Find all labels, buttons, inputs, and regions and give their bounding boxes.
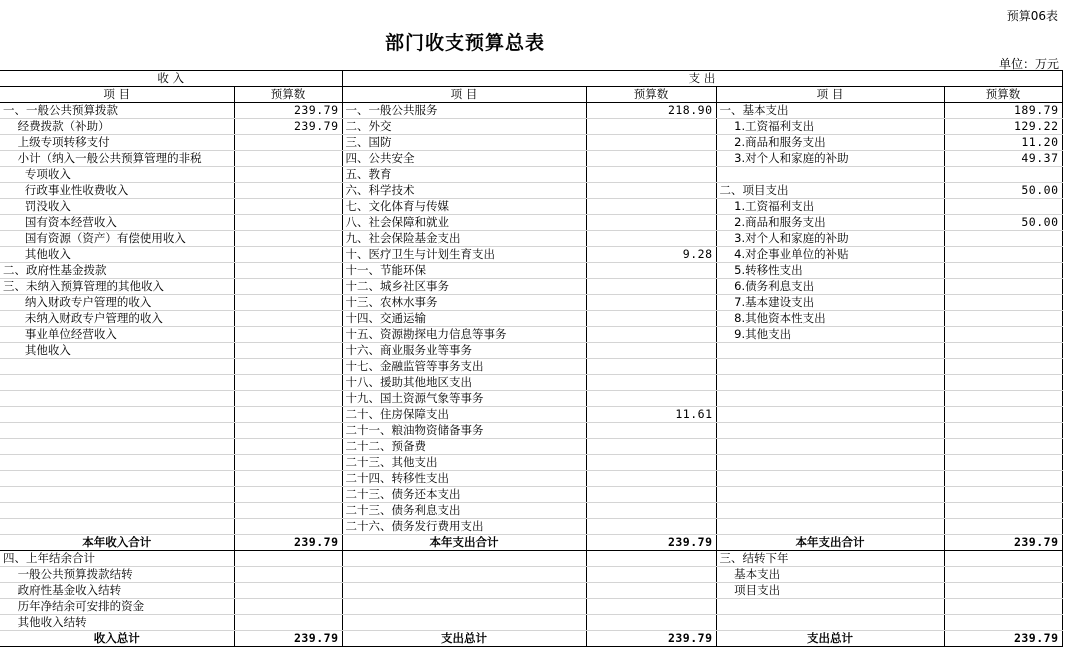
income-amount-cell <box>234 407 342 423</box>
income-budget-header: 预算数 <box>234 87 342 103</box>
income-section-header: 收 入 <box>0 71 342 87</box>
economic-amount-cell <box>944 343 1062 359</box>
function-item-cell: 六、科学技术 <box>342 183 586 199</box>
income-item-cell: 四、上年结余合计 <box>0 551 234 567</box>
annual-total-row <box>0 535 1062 551</box>
function-item-cell: 十一、节能环保 <box>342 263 586 279</box>
function-item-cell: 二十一、粮油物资储备事务 <box>342 423 586 439</box>
function-item-cell: 十七、金融监管等事务支出 <box>342 359 586 375</box>
income-amount-cell <box>234 151 342 167</box>
economic-amount-cell <box>944 487 1062 503</box>
income-amount-cell <box>234 519 342 535</box>
table-row <box>0 551 1062 567</box>
income-amount-cell <box>234 503 342 519</box>
income-amount-cell <box>234 311 342 327</box>
table-row <box>0 615 1062 631</box>
income-amount-cell: 239.79 <box>234 631 342 647</box>
function-item-cell: 二十、住房保障支出 <box>342 407 586 423</box>
function-item-cell: 二、外交 <box>342 119 586 135</box>
table-row <box>0 295 1062 311</box>
income-item-cell <box>0 407 234 423</box>
table-row <box>0 151 1062 167</box>
economic-item-cell <box>716 359 944 375</box>
income-amount-cell: 239.79 <box>234 119 342 135</box>
economic-amount-cell <box>944 263 1062 279</box>
income-item-cell: 历年净结余可安排的资金 <box>0 599 234 615</box>
income-amount-cell <box>234 183 342 199</box>
function-budget-header: 预算数 <box>586 87 716 103</box>
function-amount-cell <box>586 615 716 631</box>
table-row <box>0 135 1062 151</box>
function-item-cell: 二十三、债务还本支出 <box>342 487 586 503</box>
economic-item-cell <box>716 439 944 455</box>
function-item-cell: 十、医疗卫生与计划生育支出 <box>342 247 586 263</box>
income-item-cell: 三、未纳入预算管理的其他收入 <box>0 279 234 295</box>
function-item-cell <box>342 583 586 599</box>
function-amount-cell <box>586 359 716 375</box>
economic-item-cell: 基本支出 <box>716 567 944 583</box>
income-amount-cell <box>234 279 342 295</box>
economic-amount-cell <box>944 295 1062 311</box>
income-amount-cell <box>234 247 342 263</box>
income-amount-cell <box>234 567 342 583</box>
function-amount-cell <box>586 263 716 279</box>
income-amount-cell <box>234 167 342 183</box>
table-row <box>0 215 1062 231</box>
function-item-cell: 九、社会保险基金支出 <box>342 231 586 247</box>
form-code: 预算06表 <box>1006 9 1058 23</box>
function-amount-cell: 239.79 <box>586 631 716 647</box>
economic-item-cell: 1.工资福利支出 <box>716 119 944 135</box>
income-item-cell: 行政事业性收费收入 <box>0 183 234 199</box>
function-item-cell: 十九、国土资源气象等事务 <box>342 391 586 407</box>
economic-item-cell: 6.债务利息支出 <box>716 279 944 295</box>
function-amount-cell: 218.90 <box>586 103 716 119</box>
economic-item-cell: 1.工资福利支出 <box>716 199 944 215</box>
function-amount-cell <box>586 167 716 183</box>
economic-item-cell: 7.基本建设支出 <box>716 295 944 311</box>
table-row <box>0 231 1062 247</box>
economic-item-cell: 9.其他支出 <box>716 327 944 343</box>
income-amount-cell <box>234 615 342 631</box>
income-item-cell <box>0 503 234 519</box>
function-item-cell: 二十二、预备费 <box>342 439 586 455</box>
function-item-cell: 二十六、债务发行费用支出 <box>342 519 586 535</box>
function-item-cell: 八、社会保障和就业 <box>342 215 586 231</box>
economic-item-cell: 本年支出合计 <box>716 535 944 551</box>
table-row <box>0 103 1062 119</box>
economic-amount-cell: 239.79 <box>944 631 1062 647</box>
income-amount-cell <box>234 423 342 439</box>
economic-amount-cell <box>944 567 1062 583</box>
income-item-cell <box>0 471 234 487</box>
table-row <box>0 391 1062 407</box>
economic-amount-cell: 129.22 <box>944 119 1062 135</box>
function-amount-cell <box>586 327 716 343</box>
function-amount-cell <box>586 519 716 535</box>
income-item-cell: 其他收入 <box>0 247 234 263</box>
economic-amount-cell <box>944 471 1062 487</box>
economic-amount-cell <box>944 407 1062 423</box>
table-row <box>0 423 1062 439</box>
income-amount-cell <box>234 343 342 359</box>
economic-item-cell <box>716 599 944 615</box>
economic-item-cell: 二、项目支出 <box>716 183 944 199</box>
economic-item-cell: 2.商品和服务支出 <box>716 215 944 231</box>
function-item-cell: 十八、援助其他地区支出 <box>342 375 586 391</box>
economic-amount-cell <box>944 439 1062 455</box>
economic-amount-cell <box>944 327 1062 343</box>
economic-item-header: 项 目 <box>716 87 944 103</box>
income-amount-cell <box>234 199 342 215</box>
income-amount-cell <box>234 471 342 487</box>
table-row <box>0 183 1062 199</box>
economic-item-cell <box>716 519 944 535</box>
income-amount-cell <box>234 375 342 391</box>
economic-amount-cell: 50.00 <box>944 215 1062 231</box>
function-item-cell: 一、一般公共服务 <box>342 103 586 119</box>
table-row <box>0 439 1062 455</box>
function-item-cell: 支出总计 <box>342 631 586 647</box>
table-row <box>0 199 1062 215</box>
table-row <box>0 375 1062 391</box>
economic-item-cell <box>716 455 944 471</box>
income-item-cell: 政府性基金收入结转 <box>0 583 234 599</box>
income-item-cell: 小计（纳入一般公共预算管理的非税 <box>0 151 234 167</box>
table-row <box>0 247 1062 263</box>
function-item-cell <box>342 551 586 567</box>
function-amount-cell <box>586 583 716 599</box>
function-amount-cell <box>586 375 716 391</box>
function-amount-cell <box>586 295 716 311</box>
economic-item-cell <box>716 391 944 407</box>
income-item-cell: 国有资源（资产）有偿使用收入 <box>0 231 234 247</box>
economic-amount-cell: 11.20 <box>944 135 1062 151</box>
function-amount-cell <box>586 487 716 503</box>
expense-section-header: 支 出 <box>342 71 1062 87</box>
function-item-cell: 二十四、转移性支出 <box>342 471 586 487</box>
income-item-cell: 二、政府性基金拨款 <box>0 263 234 279</box>
income-item-cell <box>0 519 234 535</box>
function-amount-cell <box>586 199 716 215</box>
economic-amount-cell <box>944 375 1062 391</box>
grand-total-row <box>0 631 1062 647</box>
function-item-cell: 三、国防 <box>342 135 586 151</box>
function-amount-cell <box>586 391 716 407</box>
function-amount-cell <box>586 455 716 471</box>
economic-item-cell: 5.转移性支出 <box>716 263 944 279</box>
income-item-cell: 纳入财政专户管理的收入 <box>0 295 234 311</box>
income-item-cell: 上级专项转移支付 <box>0 135 234 151</box>
economic-item-cell: 三、结转下年 <box>716 551 944 567</box>
income-item-cell <box>0 487 234 503</box>
economic-item-cell <box>716 615 944 631</box>
table-row <box>0 471 1062 487</box>
table-row <box>0 583 1062 599</box>
economic-amount-cell <box>944 247 1062 263</box>
function-item-cell <box>342 615 586 631</box>
function-item-header: 项 目 <box>342 87 586 103</box>
function-item-cell: 十五、资源勘探电力信息等事务 <box>342 327 586 343</box>
budget-summary-table <box>0 70 1063 647</box>
table-row <box>0 519 1062 535</box>
function-amount-cell <box>586 215 716 231</box>
table-row <box>0 119 1062 135</box>
function-amount-cell: 9.28 <box>586 247 716 263</box>
economic-item-cell: 一、基本支出 <box>716 103 944 119</box>
economic-amount-cell <box>944 551 1062 567</box>
function-amount-cell <box>586 151 716 167</box>
table-row <box>0 311 1062 327</box>
income-item-cell: 未纳入财政专户管理的收入 <box>0 311 234 327</box>
income-item-cell <box>0 423 234 439</box>
economic-item-cell <box>716 167 944 183</box>
economic-amount-cell <box>944 279 1062 295</box>
function-amount-cell <box>586 551 716 567</box>
economic-item-cell <box>716 407 944 423</box>
function-item-cell: 四、公共安全 <box>342 151 586 167</box>
function-item-cell: 二十三、债务利息支出 <box>342 503 586 519</box>
function-item-cell: 十四、交通运输 <box>342 311 586 327</box>
income-amount-cell <box>234 487 342 503</box>
table-row <box>0 167 1062 183</box>
function-item-cell <box>342 567 586 583</box>
function-amount-cell <box>586 231 716 247</box>
economic-amount-cell <box>944 599 1062 615</box>
function-item-cell: 七、文化体育与传媒 <box>342 199 586 215</box>
income-amount-cell: 239.79 <box>234 535 342 551</box>
income-amount-cell <box>234 359 342 375</box>
table-row <box>0 279 1062 295</box>
income-item-cell: 本年收入合计 <box>0 535 234 551</box>
income-item-header: 项 目 <box>0 87 234 103</box>
economic-item-cell: 支出总计 <box>716 631 944 647</box>
income-item-cell <box>0 375 234 391</box>
economic-item-cell <box>716 503 944 519</box>
income-item-cell: 其他收入 <box>0 343 234 359</box>
economic-item-cell <box>716 343 944 359</box>
economic-budget-header: 预算数 <box>944 87 1062 103</box>
economic-item-cell: 项目支出 <box>716 583 944 599</box>
table-row <box>0 503 1062 519</box>
economic-item-cell <box>716 375 944 391</box>
income-item-cell: 事业单位经营收入 <box>0 327 234 343</box>
income-item-cell: 经费拨款（补助） <box>0 119 234 135</box>
income-amount-cell <box>234 599 342 615</box>
function-amount-cell <box>586 343 716 359</box>
economic-amount-cell: 189.79 <box>944 103 1062 119</box>
function-amount-cell <box>586 567 716 583</box>
income-amount-cell <box>234 327 342 343</box>
function-amount-cell <box>586 471 716 487</box>
income-item-cell: 罚没收入 <box>0 199 234 215</box>
function-amount-cell <box>586 311 716 327</box>
function-amount-cell <box>586 119 716 135</box>
table-row <box>0 263 1062 279</box>
economic-amount-cell <box>944 519 1062 535</box>
income-item-cell: 收入总计 <box>0 631 234 647</box>
income-amount-cell <box>234 455 342 471</box>
table-row <box>0 487 1062 503</box>
economic-amount-cell <box>944 311 1062 327</box>
economic-item-cell <box>716 423 944 439</box>
income-item-cell: 专项收入 <box>0 167 234 183</box>
income-item-cell: 一、一般公共预算拨款 <box>0 103 234 119</box>
income-item-cell <box>0 391 234 407</box>
economic-amount-cell <box>944 583 1062 599</box>
economic-amount-cell: 239.79 <box>944 535 1062 551</box>
table-row <box>0 455 1062 471</box>
economic-amount-cell <box>944 199 1062 215</box>
function-amount-cell <box>586 503 716 519</box>
table-row <box>0 599 1062 615</box>
economic-amount-cell: 50.00 <box>944 183 1062 199</box>
unit-label: 单位：万元 <box>998 57 1059 71</box>
income-item-cell <box>0 439 234 455</box>
economic-item-cell: 3.对个人和家庭的补助 <box>716 151 944 167</box>
table-row <box>0 567 1062 583</box>
income-item-cell: 一般公共预算拨款结转 <box>0 567 234 583</box>
economic-amount-cell <box>944 503 1062 519</box>
function-amount-cell: 239.79 <box>586 535 716 551</box>
economic-item-cell: 3.对个人和家庭的补助 <box>716 231 944 247</box>
page-title: 部门收支预算总表 <box>385 32 546 54</box>
economic-item-cell <box>716 487 944 503</box>
income-amount-cell <box>234 391 342 407</box>
income-amount-cell <box>234 135 342 151</box>
function-amount-cell <box>586 279 716 295</box>
economic-item-cell <box>716 471 944 487</box>
table-row <box>0 327 1062 343</box>
function-item-cell: 十二、城乡社区事务 <box>342 279 586 295</box>
economic-item-cell: 2.商品和服务支出 <box>716 135 944 151</box>
function-amount-cell <box>586 599 716 615</box>
function-item-cell: 本年支出合计 <box>342 535 586 551</box>
table-row <box>0 407 1062 423</box>
economic-amount-cell <box>944 231 1062 247</box>
economic-amount-cell <box>944 359 1062 375</box>
economic-item-cell: 4.对企事业单位的补贴 <box>716 247 944 263</box>
function-item-cell: 二十三、其他支出 <box>342 455 586 471</box>
income-amount-cell <box>234 215 342 231</box>
economic-amount-cell: 49.37 <box>944 151 1062 167</box>
function-item-cell <box>342 599 586 615</box>
economic-amount-cell <box>944 167 1062 183</box>
income-item-cell: 其他收入结转 <box>0 615 234 631</box>
function-amount-cell <box>586 439 716 455</box>
economic-amount-cell <box>944 615 1062 631</box>
economic-amount-cell <box>944 423 1062 439</box>
table-row <box>0 359 1062 375</box>
income-amount-cell <box>234 583 342 599</box>
income-amount-cell <box>234 263 342 279</box>
economic-amount-cell <box>944 391 1062 407</box>
function-item-cell: 五、教育 <box>342 167 586 183</box>
economic-amount-cell <box>944 455 1062 471</box>
economic-item-cell: 8.其他资本性支出 <box>716 311 944 327</box>
income-amount-cell: 239.79 <box>234 103 342 119</box>
income-item-cell <box>0 359 234 375</box>
function-amount-cell <box>586 183 716 199</box>
function-item-cell: 十六、商业服务业等事务 <box>342 343 586 359</box>
income-amount-cell <box>234 231 342 247</box>
income-amount-cell <box>234 295 342 311</box>
income-amount-cell <box>234 551 342 567</box>
income-amount-cell <box>234 439 342 455</box>
income-item-cell <box>0 455 234 471</box>
function-amount-cell <box>586 135 716 151</box>
function-amount-cell: 11.61 <box>586 407 716 423</box>
function-amount-cell <box>586 423 716 439</box>
table-row <box>0 343 1062 359</box>
function-item-cell: 十三、农林水事务 <box>342 295 586 311</box>
income-item-cell: 国有资本经营收入 <box>0 215 234 231</box>
